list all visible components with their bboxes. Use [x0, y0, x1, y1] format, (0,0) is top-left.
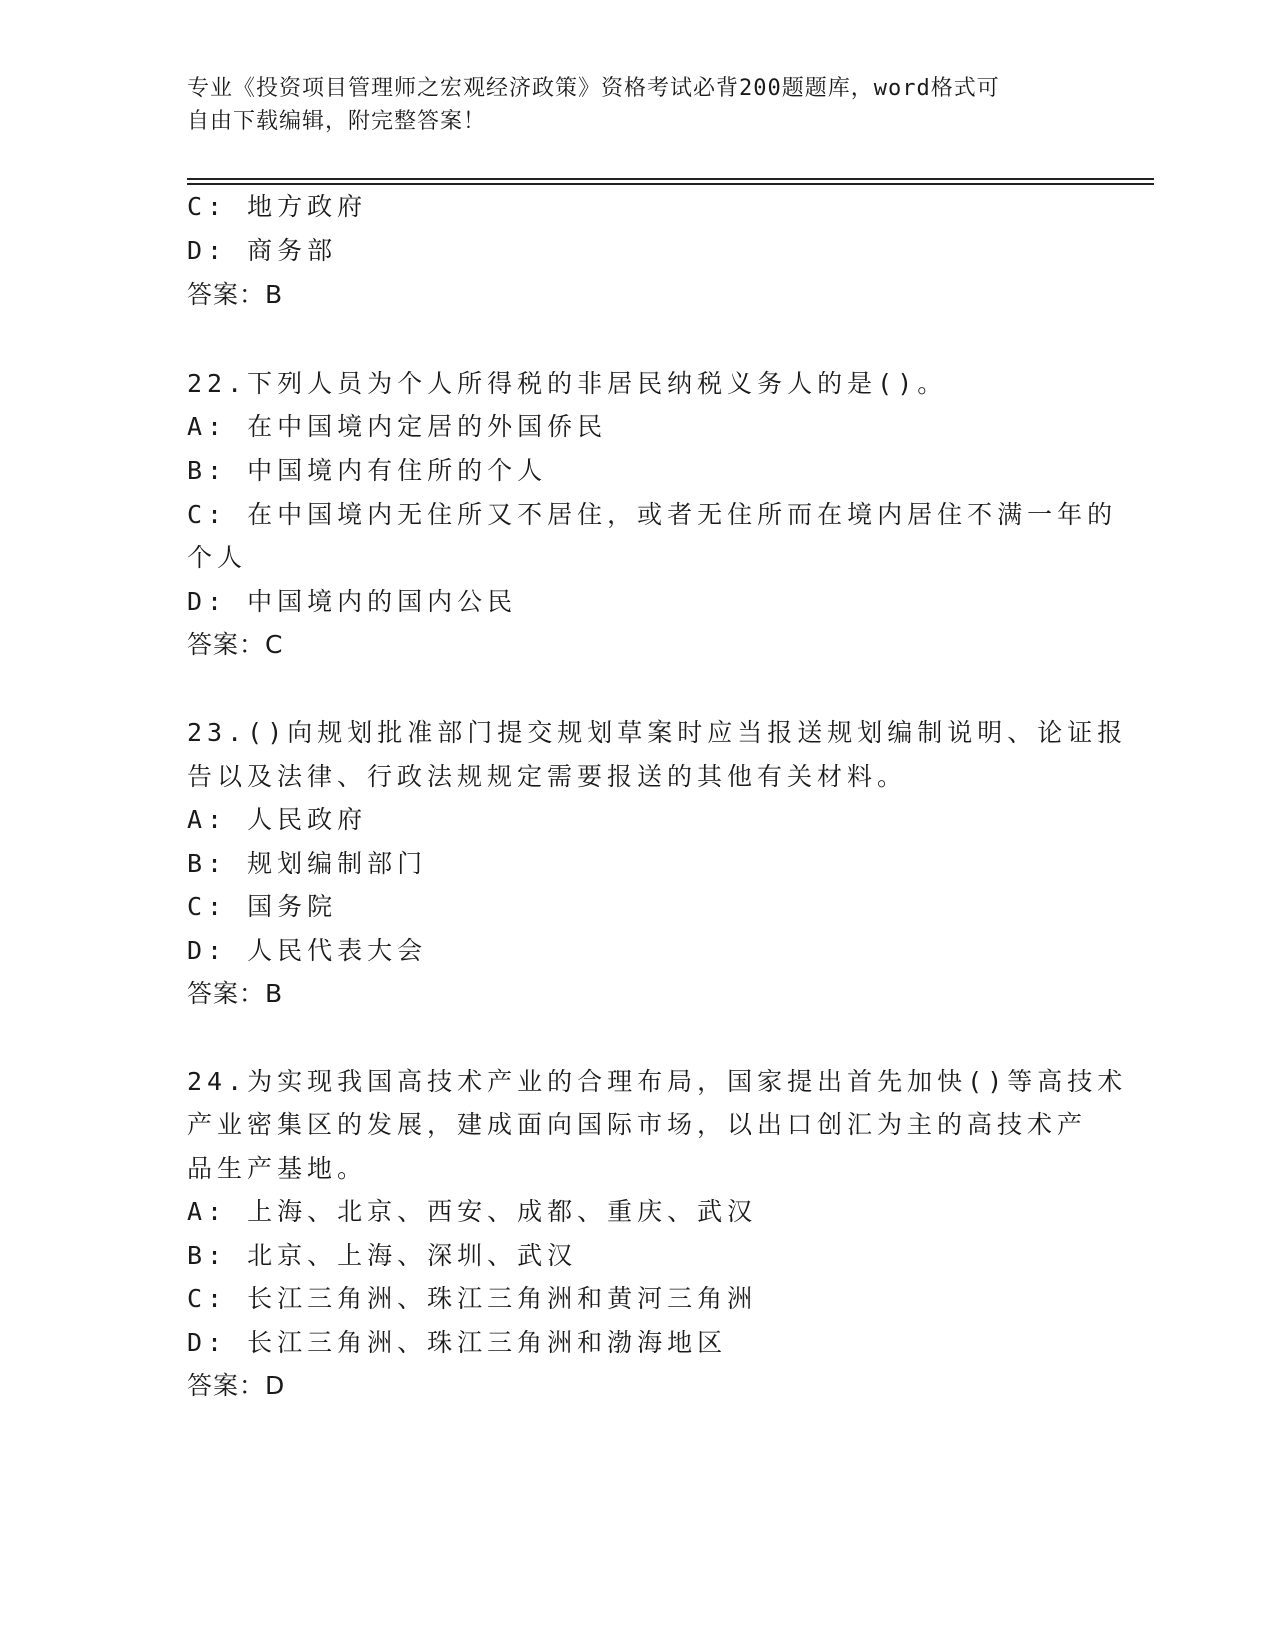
q24-answer: 答案：D: [187, 1371, 286, 1400]
q23-option-a: A: 人民政府: [187, 805, 368, 834]
q24-option-b: B: 北京、上海、深圳、武汉: [187, 1241, 578, 1270]
q22-option-c-line1: C: 在中国境内无住所又不居住，或者无住所而在境内居住不满一年的: [187, 500, 1118, 529]
q22-option-a: A: 在中国境内定居的外国侨民: [187, 412, 608, 441]
q21-option-d: D: 商务部: [187, 236, 338, 265]
q24-stem-line3: 品生产基地。: [187, 1154, 368, 1183]
header-line-2: 自由下载编辑，附完整答案！: [187, 109, 487, 134]
q21-option-c: C: 地方政府: [187, 192, 368, 221]
q24-option-c: C: 长江三角洲、珠江三角洲和黄河三角洲: [187, 1284, 758, 1313]
header-divider-bottom: [187, 183, 1154, 185]
q23-stem-line1: 23.()向规划批准部门提交规划草案时应当报送规划编制说明、论证报: [187, 718, 1128, 747]
q23-option-c: C: 国务院: [187, 892, 338, 921]
header-divider-top: [187, 178, 1154, 180]
q23-option-b: B: 规划编制部门: [187, 849, 428, 878]
q21-answer: 答案：B: [187, 280, 284, 309]
q22-option-c-line2: 个人: [187, 543, 248, 572]
q22-answer: 答案：C: [187, 630, 284, 659]
q24-option-d: D: 长江三角洲、珠江三角洲和渤海地区: [187, 1328, 728, 1357]
q22-stem: 22.下列人员为个人所得税的非居民纳税义务人的是()。: [187, 369, 948, 398]
q24-stem-line2: 产业密集区的发展，建成面向国际市场，以出口创汇为主的高技术产: [187, 1110, 1088, 1139]
q24-stem-line1: 24.为实现我国高技术产业的合理布局，国家提出首先加快()等高技术: [187, 1067, 1128, 1096]
q22-option-d: D: 中国境内的国内公民: [187, 587, 518, 616]
document-header: [187, 72, 1077, 138]
q23-answer: 答案：B: [187, 979, 284, 1008]
q22-option-b: B: 中国境内有住所的个人: [187, 456, 548, 485]
q24-option-a: A: 上海、北京、西安、成都、重庆、武汉: [187, 1197, 758, 1226]
q23-stem-line2: 告以及法律、行政法规规定需要报送的其他有关材料。: [187, 762, 908, 791]
header-line-1: 专业《投资项目管理师之宏观经济政策》资格考试必背200题题库，word格式可: [187, 76, 1000, 101]
q23-option-d: D: 人民代表大会: [187, 936, 428, 965]
